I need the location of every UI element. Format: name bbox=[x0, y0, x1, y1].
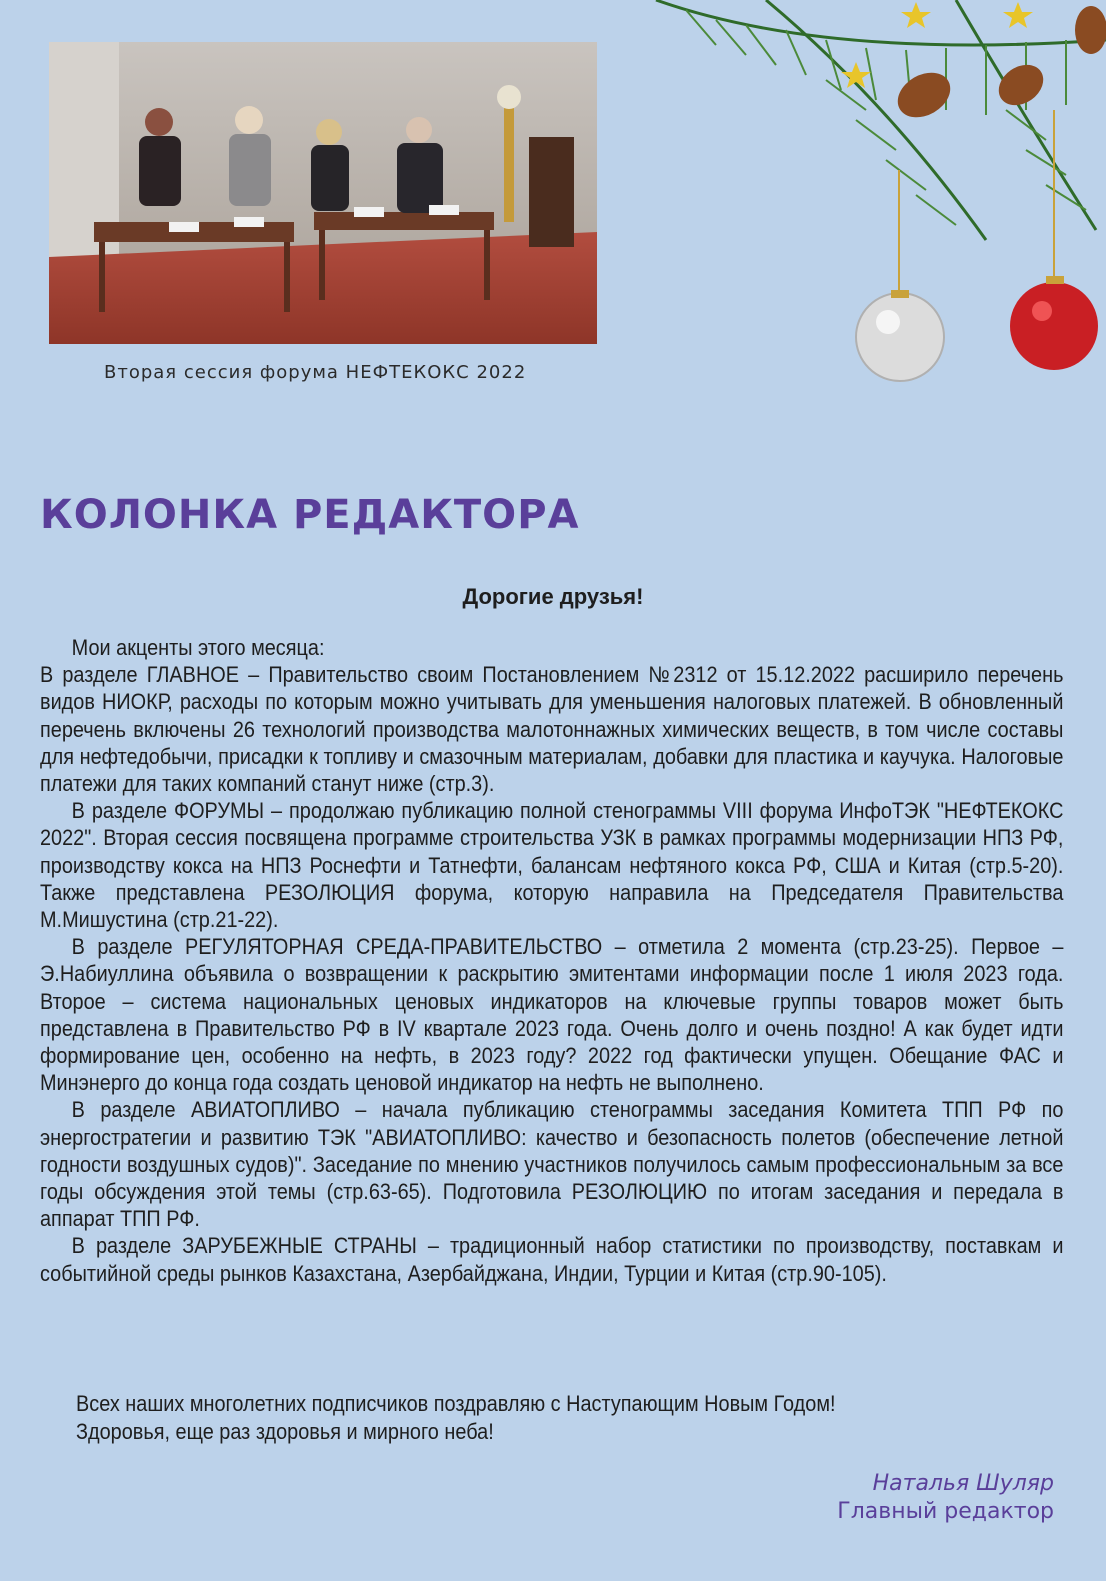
signature-name: Наталья Шуляр bbox=[872, 1471, 1054, 1496]
closing-line-1: Всех наших многолетних подписчиков поздравляю с Наступающим Новым Годом! bbox=[76, 1391, 836, 1416]
forum-photo bbox=[49, 42, 597, 344]
paragraph-regulatory: В разделе РЕГУЛЯТОРНАЯ СРЕДА-ПРАВИТЕЛЬСТВО – отметила 2 момента (стр.23-25). Первое – Э.Набиуллина объявила о возвращении к раскрытию эмитентами информации после 1 июля 2023 года. Второе – система национальных ценовых индикаторов на ключевые группы товаров может быть представлена в Правительство РФ в IV квартале 2023 года. Очень долго и очень поздно! А как будет идти формирование цен, особенно на нефть, в 2023 году? 2022 год фактически упущен. Обещание ФАС и Минэнерго до конца года создать ценовой индикатор на нефть не выполнено. bbox=[40, 934, 1064, 1096]
photo-caption: Вторая сессия форума НЕФТЕКОКС 2022 bbox=[104, 362, 527, 383]
signature-role: Главный редактор bbox=[837, 1499, 1054, 1524]
greeting: Дорогие друзья! bbox=[462, 584, 644, 609]
signature bbox=[837, 1470, 1054, 1526]
fir-branch-icon bbox=[626, 0, 1106, 400]
closing-line-2: Здоровья, еще раз здоровья и мирного неба! bbox=[76, 1419, 494, 1444]
intro-line: Мои акценты этого месяца: bbox=[71, 635, 325, 660]
paragraph-foreign-countries: В разделе ЗАРУБЕЖНЫЕ СТРАНЫ – традиционный набор статистики по производству, поставкам и событийной среды рынков Казахстана, Азербайджана, Индии, Турции и Китая (стр.90-105). bbox=[40, 1233, 1064, 1286]
forum-photo-image bbox=[49, 42, 597, 344]
article-body bbox=[40, 634, 1063, 1287]
closing-wishes bbox=[76, 1390, 836, 1446]
paragraph-main: В разделе ГЛАВНОЕ – Правительство своим Постановлением №2312 от 15.12.2022 расширило перечень видов НИОКР, расходы по которым можно учитывать для уменьшения налоговых платежей. В обновленный перечень включены 26 технологий производства малотоннажных химических веществ, в том числе составы для нефтедобычи, присадки к топливу и смазочным материалам, добавки для пластика и каучука. Налоговые платежи для таких компаний станут ниже (стр.3). bbox=[40, 662, 1064, 797]
page-title: КОЛОНКА РЕДАКТОРА bbox=[40, 492, 580, 538]
paragraph-aviation-fuel: В разделе АВИАТОПЛИВО – начала публикацию стенограммы заседания Комитета ТПП РФ по энергостратегии и развитию ТЭК "АВИАТОПЛИВО: качество и безопасность полетов (обеспечение летной годности воздушных судов)". Заседание по мнению участников получилось самым профессиональным за все годы обсуждения этой темы (стр.63-65). Подготовила РЕЗОЛЮЦИЮ по итогам заседания и передала в аппарат ТПП РФ. bbox=[40, 1097, 1064, 1232]
christmas-decoration bbox=[626, 0, 1106, 400]
paragraph-forums: В разделе ФОРУМЫ – продолжаю публикацию полной стенограммы VIII форума ИнфоТЭК "НЕФТЕКОКС 2022". Вторая сессия посвящена программе строительства УЗК в рамках программы модернизации НПЗ РФ, производству кокса на НПЗ Роснефти и Татнефти, балансам нефтяного кокса РФ, США и Китая (стр.5-20). Также представлена РЕЗОЛЮЦИЯ форума, которую направила на Председателя Правительства М.Мишустина (стр.21-22). bbox=[40, 798, 1064, 933]
